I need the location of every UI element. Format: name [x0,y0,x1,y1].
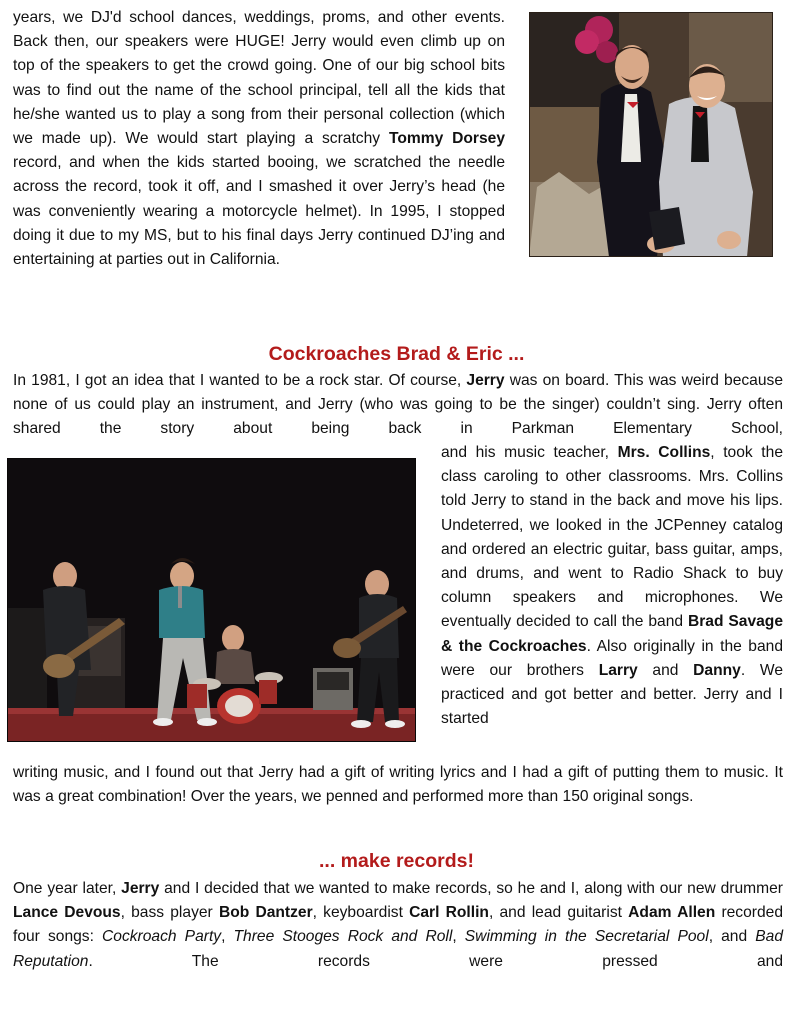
records-bold-jerry: Jerry [121,880,160,897]
cockroaches-paragraph-beside-photo [441,441,783,731]
cockroaches-bold-larry: Larry [598,661,638,679]
song-cockroach-party: Cockroach Party [102,928,222,946]
intro-text-a: years, we DJ'd school dances, weddings, proms, and other events. Back then, our speakers were HUGE! Jerry would even climb up on top of the speakers to get the crowd going. One of our big school bits was to find out the name of the school principal, tell all the kids that he/she wanted us to play a song from their personal collection (which we made up). We would start playing a scratchy [13,9,505,148]
cockroaches-side-text-c: , took the class caroling to other classrooms. Mrs. Collins told Jerry to stand in the back and move his lips. Undeterred, we looked in the JCPenney catalog and ordered an electric guitar, bass guitar, amps, and drums, and went to Radio Shack to buy column speakers and microphones. We eventually decided to call the band [441,444,783,631]
intro-text-c: record, and when the kids started booing, we scratched the needle across the record, took it off, and I smashed it over Jerry’s head (he was conveniently wearing a motorcycle helmet). In 1995, I stopped doing it due to my MS, but to his final days Jerry continued DJ’ing and entertaining at parties out in California. [13,154,505,269]
records-text-9: , and lead guitarist [488,904,629,922]
cockroaches-side-text-g: and [637,661,694,679]
photo-dj-duo-illustration [529,12,773,257]
cockroaches-side-text-i: . We practiced and got better and better. Jerry and I started [441,661,784,728]
cockroaches-bold-mrs-collins: Mrs. Collins [617,444,711,461]
records-text-1: One year later, [13,880,122,897]
cockroaches-bold-danny: Danny [693,661,741,679]
section-heading-cockroaches: Cockroaches Brad & Eric ... [268,343,525,365]
cockroaches-paragraph-after-photo: writing music, and I found out that Jerry had a gift of writing lyrics and I had a gift of putting them to music. It was a great combination! Over the years, we penned and performed more than 150 original songs. [13,764,783,806]
intro-paragraph [13,6,505,272]
photo-band-on-stage [7,458,416,742]
records-text-13: , [221,928,234,946]
cockroaches-paragraph-full-width [13,369,783,442]
records-text-5: , bass player [120,904,219,922]
cockroaches-text-c: was on board. This was weird because none of us could play an instrument, and Jerry (who was going to be the singer) couldn’t sing. Jerry often shared the story about being back in Parkman Elementary School, [13,372,783,438]
records-bold-bob-dantzer: Bob Dantzer [218,904,313,922]
records-bold-carl-rollin: Carl Rollin [409,904,489,922]
intro-bold-tommy-dorsey: Tommy Dorsey [388,130,505,148]
song-bad-reputation: Bad Reputation [13,928,784,970]
song-secretarial-pool: Swimming in the Secretarial Pool [464,928,709,946]
records-text-7: , keyboardist [312,904,410,922]
make-records-paragraph [13,877,783,974]
section-heading-make-records: ... make records! [319,850,474,872]
cockroaches-text-a: In 1981, I got an idea that I wanted to be a rock star. Of course, [13,372,467,389]
records-text-11: recorded four songs: [13,904,783,946]
song-three-stooges: Three Stooges Rock and Roll [233,928,453,946]
records-bold-adam-allen: Adam Allen [628,904,716,922]
cockroaches-bold-jerry: Jerry [466,372,505,389]
photo-band-on-stage-illustration [7,458,416,742]
cockroaches-side-text-e: . Also originally in the band were our brothers [441,637,783,679]
records-text-17: , and [708,928,756,946]
photo-dj-duo [529,12,773,257]
records-text-19: . The records were pressed and [88,952,783,970]
records-text-15: , [452,928,465,946]
cockroaches-bold-band-name: Brad Savage & the Cockroaches [441,613,784,655]
records-bold-lance-devous: Lance Devous [13,904,121,922]
records-text-3: and I decided that we wanted to make records, so he and I, along with our new drummer [159,880,783,897]
cockroaches-side-text-a: and his music teacher, [441,444,618,461]
